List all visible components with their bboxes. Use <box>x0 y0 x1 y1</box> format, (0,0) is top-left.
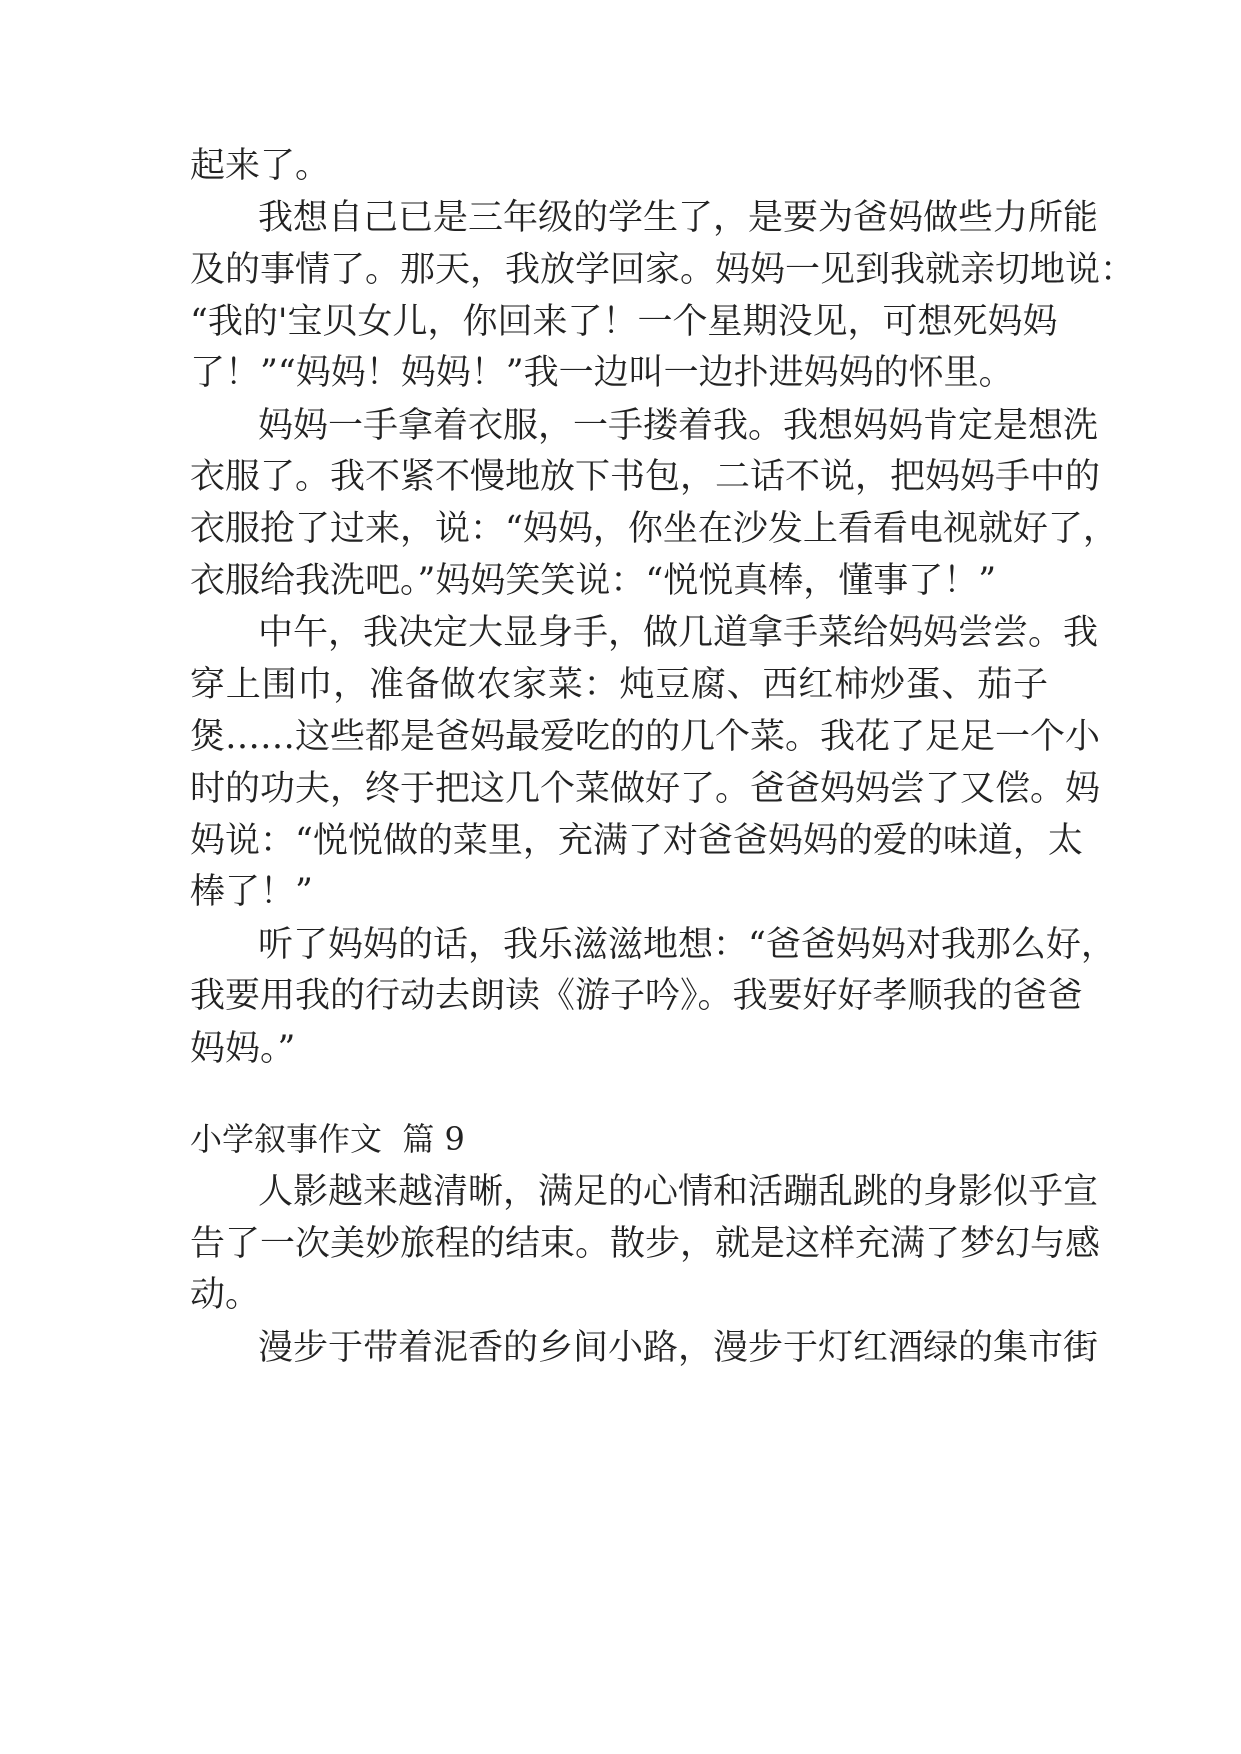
text-line: 告了一次美妙旅程的结束。散步，就是这样充满了梦幻与感 <box>190 1224 1101 1264</box>
section-heading: 小学叙事作文 篇 9 <box>190 1120 465 1158</box>
text-line: 漫步于带着泥香的乡间小路，漫步于灯红酒绿的集市街 <box>258 1328 1099 1368</box>
text-line: 我想自己已是三年级的学生了，是要为爸妈做些力所能 <box>258 198 1099 238</box>
text-line: 妈说：“悦悦做的菜里，充满了对爸爸妈妈的爱的味道，太 <box>190 821 1083 861</box>
text-line: 妈妈。” <box>190 1029 296 1069</box>
text-line: 起来了。 <box>190 146 331 186</box>
text-line: 及的事情了。那天，我放学回家。妈妈一见到我就亲切地说： <box>190 250 1136 290</box>
text-line: 我要用我的行动去朗读《游子吟》。我要好好孝顺我的爸爸 <box>190 976 1083 1016</box>
text-line: 动。 <box>190 1275 261 1315</box>
text-line: 穿上围巾，准备做农家菜：炖豆腐、西红柿炒蛋、茄子 <box>190 665 1048 705</box>
text-line: 了！”“妈妈！妈妈！”我一边叫一边扑进妈妈的怀里。 <box>190 353 1014 393</box>
text-line: 衣服抢了过来，说：“妈妈，你坐在沙发上看看电视就好了， <box>190 509 1118 549</box>
text-line: 中午，我决定大显身手，做几道拿手菜给妈妈尝尝。我 <box>258 613 1099 653</box>
text-line: 妈妈一手拿着衣服，一手搂着我。我想妈妈肯定是想洗 <box>258 406 1099 446</box>
text-line: 棒了！” <box>190 872 313 912</box>
text-line: 人影越来越清晰，满足的心情和活蹦乱跳的身影似乎宣 <box>258 1172 1099 1212</box>
text-line: 煲……这些都是爸妈最爱吃的的几个菜。我花了足足一个小 <box>190 717 1101 757</box>
text-line: “我的'宝贝女儿，你回来了！一个星期没见，可想死妈妈 <box>190 302 1058 342</box>
text-line: 衣服给我洗吧。”妈妈笑笑说：“悦悦真棒，懂事了！” <box>190 561 997 601</box>
text-line: 听了妈妈的话，我乐滋滋地想：“爸爸妈妈对我那么好， <box>258 925 1116 965</box>
text-line: 时的功夫，终于把这几个菜做好了。爸爸妈妈尝了又偿。妈 <box>190 769 1101 809</box>
text-line: 衣服了。我不紧不慢地放下书包，二话不说，把妈妈手中的 <box>190 457 1101 497</box>
